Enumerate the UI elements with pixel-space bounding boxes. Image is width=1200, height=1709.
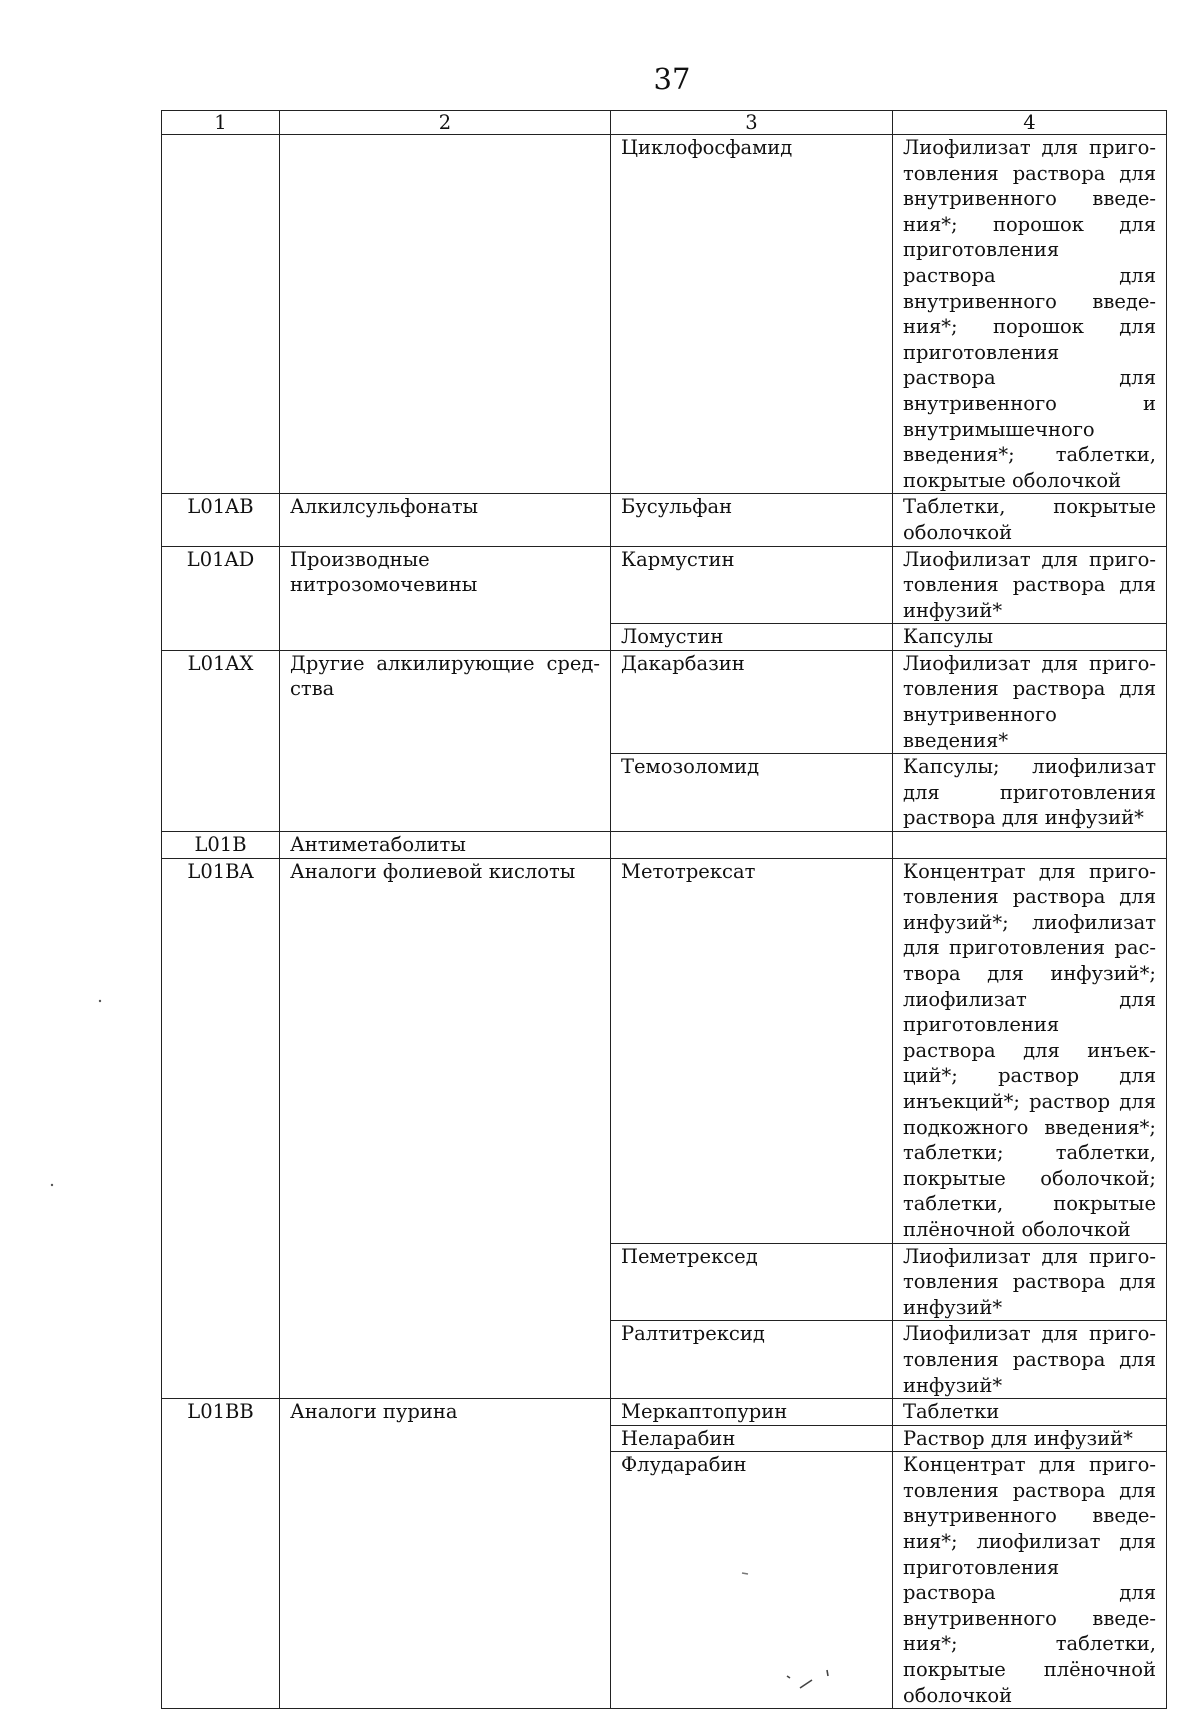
drug-name-cell: Ралтитрексид — [611, 1321, 893, 1399]
dosage-form-cell: Концентрат для приготовления раствора для инфузий*; лиофилизат для приготовления раствора для инфузий*; лиофилизат для приготовления раствора для инъекций*; раствор для инъекций*; раствор для подкожного введения*; таблетки; таблетки, покрытые оболочкой; таблетки, покрытые плёночной оболочкой — [893, 858, 1167, 1243]
pharmacological-group-cell: Аналоги фолиевой кислоты — [280, 858, 611, 1398]
scan-speck — [99, 1000, 101, 1002]
dosage-form-cell: Лиофилизат для приготовления раствора для внутривенного введения* — [893, 650, 1167, 753]
dosage-form-cell: Концентрат для приготовления раствора для внутривенного введения*; лиофилизат для приготовления раствора для внутривенного введения*; таблетки, покрытые плёночной оболочкой — [893, 1452, 1167, 1709]
atc-code-cell: L01AD — [162, 546, 280, 650]
dosage-form-cell: Лиофилизат для приготовления раствора для инфузий* — [893, 1321, 1167, 1399]
drug-name-cell: Кармустин — [611, 546, 893, 624]
atc-code-cell: L01BA — [162, 858, 280, 1398]
drug-name-cell: Бусульфан — [611, 494, 893, 546]
pharmacological-group-cell: Антиметаболиты — [280, 832, 611, 859]
pharmacological-group-cell: Алкилсульфонаты — [280, 494, 611, 546]
atc-code-cell: L01AB — [162, 494, 280, 546]
dosage-form-cell: Лиофилизат для приготовления раствора для инфузий* — [893, 546, 1167, 624]
dosage-form-cell: Лиофилизат для приготовления раствора для инфузий* — [893, 1243, 1167, 1321]
scan-speck — [742, 1573, 748, 1574]
drug-name-cell: Циклофосфамид — [611, 135, 893, 494]
atc-code-cell: L01BB — [162, 1399, 280, 1709]
drug-name-cell: Пеметрексед — [611, 1243, 893, 1321]
drug-name-cell: Ломустин — [611, 624, 893, 651]
drug-name-cell: Дакарбазин — [611, 650, 893, 753]
column-number-header: 1 — [162, 111, 280, 135]
dosage-form-cell: Лиофилизат для приготовления раствора для внутривенного введения*; порошок для приготовления раствора для внутривенного введения*; порошок для приготовления раствора для внутривенного и внутримышечного введения*; таблетки, покрытые оболочкой — [893, 135, 1167, 494]
column-number-header: 2 — [280, 111, 611, 135]
scan-speck — [51, 1184, 53, 1186]
scan-speck — [787, 1670, 828, 1688]
drug-name-cell: Темозоломид — [611, 754, 893, 832]
pharmacological-group-cell: Производные нитрозомочевины — [280, 546, 611, 650]
drug-name-cell: Метотрексат — [611, 858, 893, 1243]
drug-name-cell: Флударабин — [611, 1452, 893, 1709]
dosage-form-cell: Капсулы — [893, 624, 1167, 651]
dosage-form-cell: Капсулы; лиофилизат для приготовления раствора для инфузий* — [893, 754, 1167, 832]
atc-code-cell: L01B — [162, 832, 280, 859]
dosage-form-cell: Таблетки — [893, 1399, 1167, 1426]
atc-code-cell: L01AX — [162, 650, 280, 831]
column-number-header: 4 — [893, 111, 1167, 135]
dosage-form-cell: Таблетки, покрытые оболочкой — [893, 494, 1167, 546]
dosage-form-cell: Раствор для инфузий* — [893, 1425, 1167, 1452]
pharmacological-group-cell: Аналоги пурина — [280, 1399, 611, 1709]
column-number-header: 3 — [611, 111, 893, 135]
drug-name-cell: Неларабин — [611, 1425, 893, 1452]
page-number: 37 — [653, 62, 691, 96]
drug-name-cell: Меркаптопурин — [611, 1399, 893, 1426]
pharmacological-group-cell: Другие алкилирующие средства — [280, 650, 611, 831]
